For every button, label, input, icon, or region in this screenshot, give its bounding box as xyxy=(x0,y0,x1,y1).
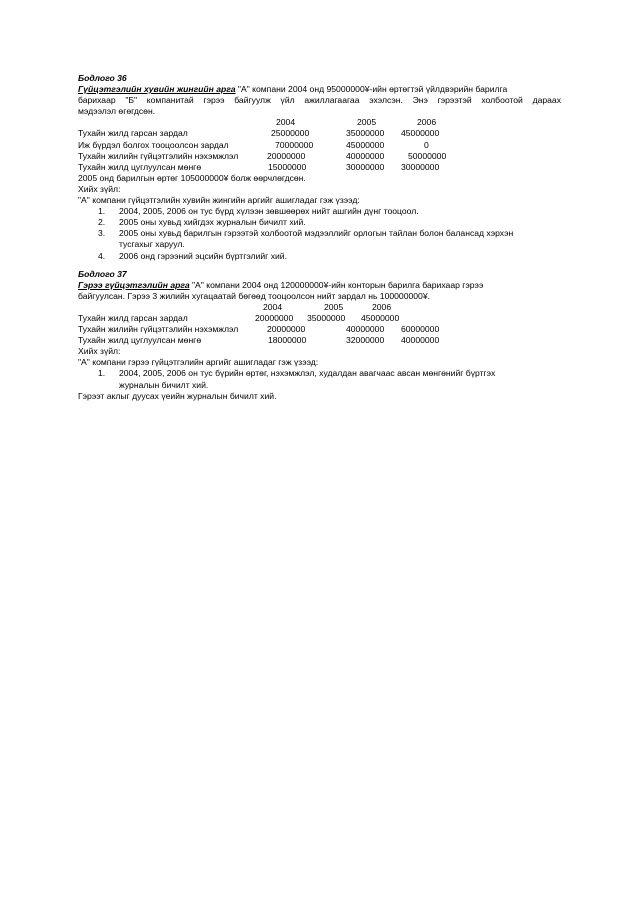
table-row xyxy=(78,128,561,139)
item-text: 2005 оны хувьд хийгдэх журналын бичилт хий. xyxy=(119,217,306,228)
problem-37-requirement-label: Хийх зүйл: xyxy=(78,346,121,357)
item-number: 1. xyxy=(98,206,106,217)
problem-37-year-header xyxy=(78,302,561,313)
list-item xyxy=(78,206,561,217)
problem-37-intro-a: "А" компани 2004 онд 120000000¥-ийн конторын барилга барихаар гэрээ xyxy=(189,279,484,290)
row-value: 20000000 xyxy=(255,312,294,323)
year-header: 2005 xyxy=(324,301,344,312)
row-value: 40000000 xyxy=(346,150,385,161)
list-item xyxy=(78,368,561,379)
row-label: Тухайн жилийн гүйцэтгэлийн нэхэмжлэл xyxy=(78,324,239,335)
item-text: 2006 онд гэрээний эцсийн бүртгэлийг хий. xyxy=(119,250,287,261)
problem-36-intro-a: "А" компани 2004 онд 95000000¥-ийн өртөгтэй үйлдвэрийн барилга xyxy=(235,84,508,95)
row-value: 0 xyxy=(424,139,429,150)
year-header: 2004 xyxy=(263,301,283,312)
item-number: 2. xyxy=(98,217,106,228)
row-label: Тухайн жилд цуглуулсан мөнгө xyxy=(78,161,202,172)
row-label: Тухайн жилд цуглуулсан мөнгө xyxy=(78,335,202,346)
table-row xyxy=(78,162,561,173)
item-text: тусгахыг харуул. xyxy=(119,239,185,250)
problem-36-requirement-intro: "А" компани гүйцэтгэлийн хувийн жингийн аргийг ашигладаг гэж үзээд: xyxy=(78,195,360,206)
row-value: 35000000 xyxy=(346,128,385,139)
item-text: журналын бичилт хий. xyxy=(119,379,209,390)
row-value: 20000000 xyxy=(267,150,306,161)
row-value: 60000000 xyxy=(401,324,440,335)
table-row xyxy=(78,151,561,162)
year-header: 2006 xyxy=(372,301,392,312)
row-value: 30000000 xyxy=(346,161,385,172)
row-value: 45000000 xyxy=(361,312,400,323)
row-label: Тухайн жилийн гүйцэтгэлийн нэхэмжлэл xyxy=(78,150,239,161)
item-text: 2004, 2005, 2006 он тус бүрийн өртөг, нэхэмжлэл, худалдан авагчаас авсан мөнгөнийг бүртгэх xyxy=(119,368,496,379)
problem-36-method: Гүйцэтгэлийн хувийн жингийн арга xyxy=(78,84,236,95)
row-value: 15000000 xyxy=(268,161,307,172)
problem-36-requirement-label: Хийх зүйл: xyxy=(78,183,121,194)
row-value: 45000000 xyxy=(401,128,440,139)
row-value: 45000000 xyxy=(346,139,385,150)
problem-36-heading: Бодлого 36 xyxy=(78,73,127,83)
row-value: 50000000 xyxy=(408,150,447,161)
problem-37-closing: Гэрээт аклыг дуусах үеийн журналын бичилт хий. xyxy=(78,390,277,401)
item-text: 2005 оны хувьд барилгын гэрээтэй холбоотой мэдээллийг орлогын тайлан болон балансад хэрхэн xyxy=(119,228,514,239)
list-item-continuation xyxy=(78,380,561,391)
item-number: 1. xyxy=(98,368,106,379)
row-value: 70000000 xyxy=(275,139,314,150)
table-row xyxy=(78,324,561,335)
row-value: 30000000 xyxy=(401,161,440,172)
problem-37-method: Гэрээ гүйцэтгэлийн арга xyxy=(78,279,190,290)
list-item xyxy=(78,217,561,228)
year-header: 2005 xyxy=(357,117,377,128)
problem-37-intro-line-1 xyxy=(78,280,561,291)
row-value: 35000000 xyxy=(307,312,346,323)
row-label: Тухайн жилд гарсан зардал xyxy=(78,312,188,323)
problem-37-intro-line-2: байгуулсан. Гэрээ 3 жилийн хугацаатай бөгөөд тооцоолсон нийт зардал нь 100000000¥. xyxy=(78,290,430,301)
row-value: 40000000 xyxy=(346,324,385,335)
row-value: 32000000 xyxy=(346,335,385,346)
list-item xyxy=(78,228,561,239)
list-item-continuation xyxy=(78,239,561,250)
table-row xyxy=(78,140,561,151)
year-header: 2006 xyxy=(417,117,437,128)
year-header: 2004 xyxy=(276,117,296,128)
problem-37-heading: Бодлого 37 xyxy=(78,268,127,279)
item-number: 4. xyxy=(98,250,106,261)
row-value: 40000000 xyxy=(401,335,440,346)
problem-37-requirement-intro: "А" компани гэрээ гүйцэтгэлийн аргийг ашигладаг гэж үзээд: xyxy=(78,357,319,368)
table-row xyxy=(78,335,561,346)
row-label: Иж бүрдэл болгох тооцоолсон зардал xyxy=(78,139,229,150)
row-value: 25000000 xyxy=(271,128,310,139)
section-gap xyxy=(78,262,561,269)
table-row xyxy=(78,313,561,324)
row-value: 20000000 xyxy=(267,324,306,335)
row-label: Тухайн жилд гарсан зардал xyxy=(78,128,188,139)
problem-36-intro-line-1 xyxy=(78,84,561,95)
item-text: 2004, 2005, 2006 он тус бүрд хүлээн зөвшөөрөх нийт ашгийн дүнг тооцоол. xyxy=(119,206,419,217)
problem-36-intro-line-2: барихаар "Б" компанитай гэрээ байгуулж үйл ажиллагаагаа эхэлсэн. Энэ гэрээтэй холбоотой дараах xyxy=(78,95,561,106)
problem-36-note: 2005 онд барилгын өртөг 105000000¥ болж өөрчлөгдсөн. xyxy=(78,172,306,183)
document-content xyxy=(78,73,561,402)
problem-36-intro-line-3: мэдээлэл өгөгдсөн. xyxy=(78,106,156,117)
item-number: 3. xyxy=(98,228,106,239)
problem-36-year-header xyxy=(78,117,561,128)
row-value: 18000000 xyxy=(268,335,307,346)
list-item xyxy=(78,251,561,262)
